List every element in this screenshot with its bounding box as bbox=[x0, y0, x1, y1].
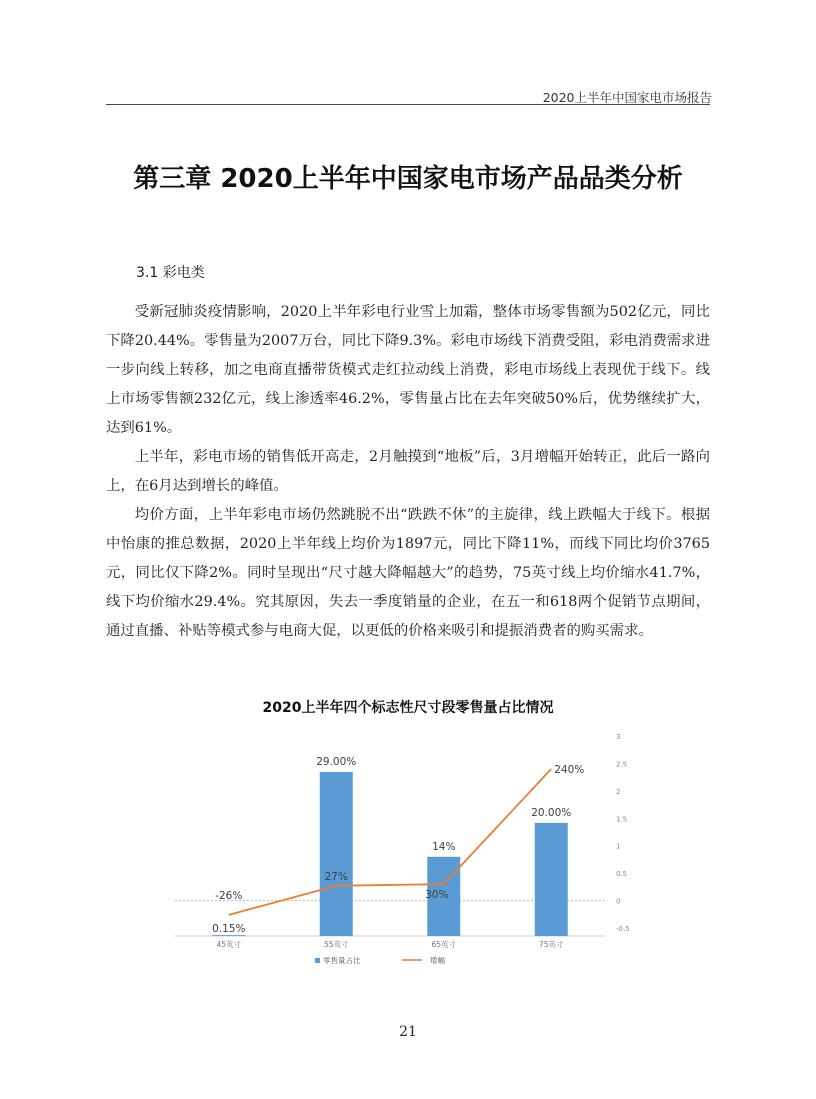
running-header: 2020上半年中国家电市场报告 bbox=[542, 90, 712, 105]
right-axis-tick-label: 0 bbox=[616, 897, 621, 906]
combo-chart bbox=[160, 730, 660, 975]
legend-label: 零售量占比 bbox=[323, 956, 361, 965]
right-axis-tick-label: 2 bbox=[616, 787, 621, 796]
x-tick-label: 55英寸 bbox=[323, 940, 349, 949]
right-axis-tick-label: -0.5 bbox=[616, 925, 630, 933]
right-axis-tick-label: 0.5 bbox=[616, 870, 628, 879]
right-axis-tick-label: 3 bbox=[616, 733, 621, 741]
right-axis-tick-label: 1.5 bbox=[616, 815, 628, 824]
page-number: 21 bbox=[399, 1024, 417, 1040]
bar bbox=[535, 823, 568, 936]
chapter-title: 第三章 2020上半年中国家电市场产品品类分析 bbox=[133, 164, 683, 194]
bar-data-label: 29.00% bbox=[316, 755, 357, 768]
right-axis-tick-label: 1 bbox=[616, 842, 621, 851]
right-axis-tick-label: 2.5 bbox=[616, 760, 628, 769]
paragraph: 上半年，彩电市场的销售低开高走，2月触摸到“地板”后，3月增幅开始转正，此后一路向上，在6月达到增长的峰值。 bbox=[106, 449, 710, 494]
body-text bbox=[106, 298, 710, 646]
line-data-label: 27% bbox=[324, 870, 348, 883]
legend-swatch-bars bbox=[315, 958, 320, 963]
bar-data-label: 20.00% bbox=[531, 806, 572, 819]
header-rule bbox=[106, 104, 710, 105]
x-tick-label: 75英寸 bbox=[538, 940, 564, 949]
paragraph: 均价方面，上半年彩电市场仍然跳脱不出“跌跌不休”的主旋律，线上跌幅大于线下。根据中怡康的推总数据，2020上半年线上均价为1897元，同比下降11%，而线下同比均价3765元，同比仅下降2%。同时呈现出“尺寸越大降幅越大”的趋势，75英寸线上均价缩水41.7%，线下均价缩水29.4%。究其原因，失去一季度销量的企业，在五一和618两个促销节点期间，通过直播、补贴等模式参与电商大促，以更低的价格来吸引和提振消费者的购买需求。 bbox=[106, 507, 710, 639]
paragraph: 受新冠肺炎疫情影响，2020上半年彩电行业雪上加霜，整体市场零售额为502亿元，同比下降20.44%。零售量为2007万台，同比下降9.3%。彩电市场线下消费受阻，彩电消费需求进一步向线上转移，加之电商直播带货模式走红拉动线上消费，彩电市场线上表现优于线下。线上市场零售额232亿元，线上渗透率46.2%，零售量占比在去年突破50%后，优势继续扩大，达到61%。 bbox=[106, 304, 710, 436]
bar-data-label: 14% bbox=[432, 840, 456, 853]
bar bbox=[320, 772, 353, 936]
line-data-label: -26% bbox=[215, 889, 243, 902]
growth-line bbox=[229, 769, 552, 915]
bar bbox=[212, 935, 245, 936]
legend-label: 增幅 bbox=[430, 956, 445, 965]
x-tick-label: 45英寸 bbox=[216, 940, 242, 949]
line-data-label: 240% bbox=[554, 763, 585, 776]
x-tick-label: 65英寸 bbox=[431, 940, 457, 949]
chart-title: 2020上半年四个标志性尺寸段零售量占比情况 bbox=[262, 700, 554, 716]
bar-data-label: 0.15% bbox=[212, 923, 246, 935]
section-title: 3.1 彩电类 bbox=[136, 265, 205, 281]
line-data-label: 30% bbox=[425, 889, 449, 902]
